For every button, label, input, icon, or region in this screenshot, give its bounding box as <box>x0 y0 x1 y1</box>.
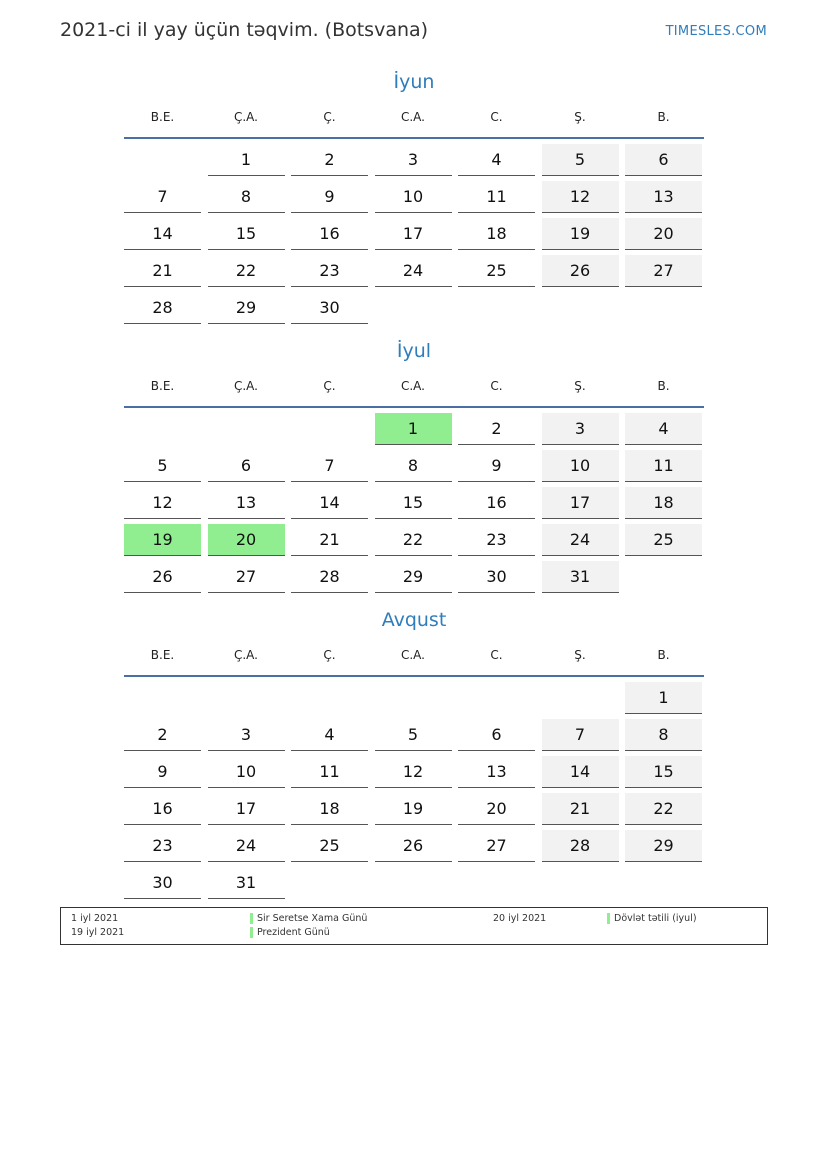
day-cell[interactable]: 6 <box>458 719 535 751</box>
month-june <box>124 69 704 324</box>
day-cell[interactable]: 25 <box>291 830 368 862</box>
day-cell[interactable]: 1 <box>625 682 702 714</box>
weekday-label: C.A. <box>400 379 425 393</box>
day-cell[interactable]: 12 <box>542 181 619 213</box>
day-cell[interactable]: 22 <box>208 255 285 287</box>
weekday-label: C.A. <box>400 648 425 662</box>
day-cell[interactable]: 6 <box>208 450 285 482</box>
day-cell[interactable]: 25 <box>458 255 535 287</box>
day-cell[interactable]: 11 <box>291 756 368 788</box>
weekday-label: B.E. <box>150 110 175 124</box>
day-cell[interactable]: 28 <box>542 830 619 862</box>
day-cell[interactable]: 2 <box>458 413 535 445</box>
day-cell[interactable]: 27 <box>458 830 535 862</box>
day-cell[interactable]: 5 <box>542 144 619 176</box>
day-cell[interactable]: 24 <box>208 830 285 862</box>
weekday-label: C.A. <box>400 110 425 124</box>
day-cell[interactable]: 2 <box>291 144 368 176</box>
day-cell[interactable]: 15 <box>208 218 285 250</box>
day-cell[interactable]: 23 <box>291 255 368 287</box>
day-cell[interactable]: 31 <box>208 867 285 899</box>
weekday-label: Ç. <box>323 648 336 662</box>
day-cell[interactable]: 21 <box>291 524 368 556</box>
day-cell[interactable]: 15 <box>625 756 702 788</box>
empty-cell <box>208 682 285 713</box>
day-cell[interactable]: 13 <box>208 487 285 519</box>
legend-holiday-name: Sir Seretse Xama Günü <box>250 913 367 924</box>
empty-cell <box>375 682 452 713</box>
day-cell[interactable]: 17 <box>542 487 619 519</box>
day-cell[interactable]: 14 <box>124 218 201 250</box>
day-cell[interactable]: 29 <box>625 830 702 862</box>
day-cell[interactable]: 19 <box>375 793 452 825</box>
day-cell[interactable]: 24 <box>542 524 619 556</box>
day-cell[interactable]: 7 <box>291 450 368 482</box>
day-cell[interactable]: 19 <box>124 524 201 556</box>
day-cell[interactable]: 18 <box>625 487 702 519</box>
legend-date: 1 iyl 2021 <box>71 913 119 924</box>
weekday-label: Ç.A. <box>233 110 258 124</box>
weekday-label: C. <box>490 110 503 124</box>
weekday-label: B.E. <box>150 379 175 393</box>
day-cell[interactable]: 16 <box>124 793 201 825</box>
month-august <box>124 607 704 899</box>
day-cell[interactable]: 29 <box>208 292 285 324</box>
legend-holiday-name: Prezident Günü <box>250 927 330 938</box>
day-cell[interactable]: 4 <box>291 719 368 751</box>
month-july <box>124 338 704 593</box>
day-cell[interactable]: 13 <box>458 756 535 788</box>
day-cell[interactable]: 19 <box>542 218 619 250</box>
empty-cell <box>124 682 201 713</box>
day-cell[interactable]: 3 <box>208 719 285 751</box>
weekday-label: Ç. <box>323 110 336 124</box>
empty-cell <box>208 413 285 444</box>
day-cell[interactable]: 7 <box>124 181 201 213</box>
brand-logo[interactable]: TIMESLES.COM <box>665 24 767 39</box>
day-cell[interactable]: 26 <box>375 830 452 862</box>
day-cell[interactable]: 13 <box>625 181 702 213</box>
day-cell[interactable]: 24 <box>375 255 452 287</box>
holiday-legend <box>60 907 768 945</box>
holiday-swatch <box>250 913 253 924</box>
day-cell[interactable]: 14 <box>291 487 368 519</box>
legend-date: 19 iyl 2021 <box>71 927 125 938</box>
day-cell[interactable]: 29 <box>375 561 452 593</box>
day-grid <box>124 682 704 899</box>
day-grid <box>124 413 704 593</box>
month-title: İyun <box>393 71 435 93</box>
day-cell[interactable]: 3 <box>542 413 619 445</box>
empty-cell <box>124 413 201 444</box>
holiday-swatch <box>607 913 610 924</box>
day-cell[interactable]: 27 <box>625 255 702 287</box>
empty-cell <box>458 682 535 713</box>
day-cell[interactable]: 10 <box>542 450 619 482</box>
day-cell[interactable]: 27 <box>208 561 285 593</box>
day-cell[interactable]: 5 <box>124 450 201 482</box>
day-cell[interactable]: 30 <box>291 292 368 324</box>
month-title: Avqust <box>381 609 447 631</box>
day-cell[interactable]: 18 <box>458 218 535 250</box>
day-cell[interactable]: 3 <box>375 144 452 176</box>
day-cell[interactable]: 9 <box>124 756 201 788</box>
day-cell[interactable]: 26 <box>542 255 619 287</box>
legend-holiday-name: Dövlət tətili (iyul) <box>607 913 697 924</box>
legend-date: 20 iyl 2021 <box>493 913 547 924</box>
day-cell[interactable]: 28 <box>291 561 368 593</box>
day-cell[interactable]: 11 <box>625 450 702 482</box>
page-title: 2021-ci il yay üçün təqvim. (Botsvana) <box>60 19 429 41</box>
day-cell[interactable]: 21 <box>542 793 619 825</box>
day-cell[interactable]: 20 <box>458 793 535 825</box>
day-cell[interactable]: 6 <box>625 144 702 176</box>
weekday-label: C. <box>490 379 503 393</box>
day-cell[interactable]: 7 <box>542 719 619 751</box>
day-cell[interactable]: 4 <box>625 413 702 445</box>
day-cell[interactable]: 28 <box>124 292 201 324</box>
day-cell[interactable]: 9 <box>458 450 535 482</box>
empty-cell <box>291 413 368 444</box>
day-cell[interactable]: 22 <box>375 524 452 556</box>
day-cell[interactable]: 30 <box>124 867 201 899</box>
weekday-label: B.E. <box>150 648 175 662</box>
holiday-swatch <box>250 927 253 938</box>
weekday-label: C. <box>490 648 503 662</box>
day-cell[interactable]: 22 <box>625 793 702 825</box>
day-cell[interactable]: 20 <box>625 218 702 250</box>
day-cell[interactable]: 1 <box>375 413 452 445</box>
day-cell[interactable]: 18 <box>291 793 368 825</box>
day-cell[interactable]: 8 <box>208 181 285 213</box>
day-cell[interactable]: 31 <box>542 561 619 593</box>
day-cell[interactable]: 4 <box>458 144 535 176</box>
weekday-label: B. <box>657 110 670 124</box>
weekday-header <box>124 645 704 677</box>
day-cell[interactable]: 14 <box>542 756 619 788</box>
day-cell[interactable]: 17 <box>208 793 285 825</box>
day-cell[interactable]: 12 <box>124 487 201 519</box>
day-cell[interactable]: 2 <box>124 719 201 751</box>
day-cell[interactable]: 5 <box>375 719 452 751</box>
day-cell[interactable]: 8 <box>625 719 702 751</box>
day-cell[interactable]: 16 <box>291 218 368 250</box>
day-cell[interactable]: 25 <box>625 524 702 556</box>
empty-cell <box>124 144 201 175</box>
day-cell[interactable]: 20 <box>208 524 285 556</box>
empty-cell <box>291 682 368 713</box>
month-title: İyul <box>396 340 432 362</box>
weekday-header <box>124 376 704 408</box>
day-cell[interactable]: 11 <box>458 181 535 213</box>
weekday-label: B. <box>657 648 670 662</box>
day-cell[interactable]: 10 <box>208 756 285 788</box>
weekday-label: Ş. <box>574 110 586 124</box>
weekday-label: Ş. <box>574 648 586 662</box>
day-cell[interactable]: 16 <box>458 487 535 519</box>
day-cell[interactable]: 17 <box>375 218 452 250</box>
empty-cell <box>542 682 619 713</box>
day-cell[interactable]: 23 <box>458 524 535 556</box>
weekday-label: Ç. <box>323 379 336 393</box>
day-cell[interactable]: 10 <box>375 181 452 213</box>
weekday-label: Ç.A. <box>233 379 258 393</box>
weekday-label: B. <box>657 379 670 393</box>
weekday-label: Ç.A. <box>233 648 258 662</box>
day-cell[interactable]: 23 <box>124 830 201 862</box>
day-cell[interactable]: 9 <box>291 181 368 213</box>
day-cell[interactable]: 8 <box>375 450 452 482</box>
day-cell[interactable]: 26 <box>124 561 201 593</box>
weekday-label: Ş. <box>574 379 586 393</box>
weekday-header <box>124 107 704 139</box>
day-cell[interactable]: 15 <box>375 487 452 519</box>
day-grid <box>124 144 704 324</box>
day-cell[interactable]: 1 <box>208 144 285 176</box>
day-cell[interactable]: 12 <box>375 756 452 788</box>
day-cell[interactable]: 21 <box>124 255 201 287</box>
day-cell[interactable]: 30 <box>458 561 535 593</box>
